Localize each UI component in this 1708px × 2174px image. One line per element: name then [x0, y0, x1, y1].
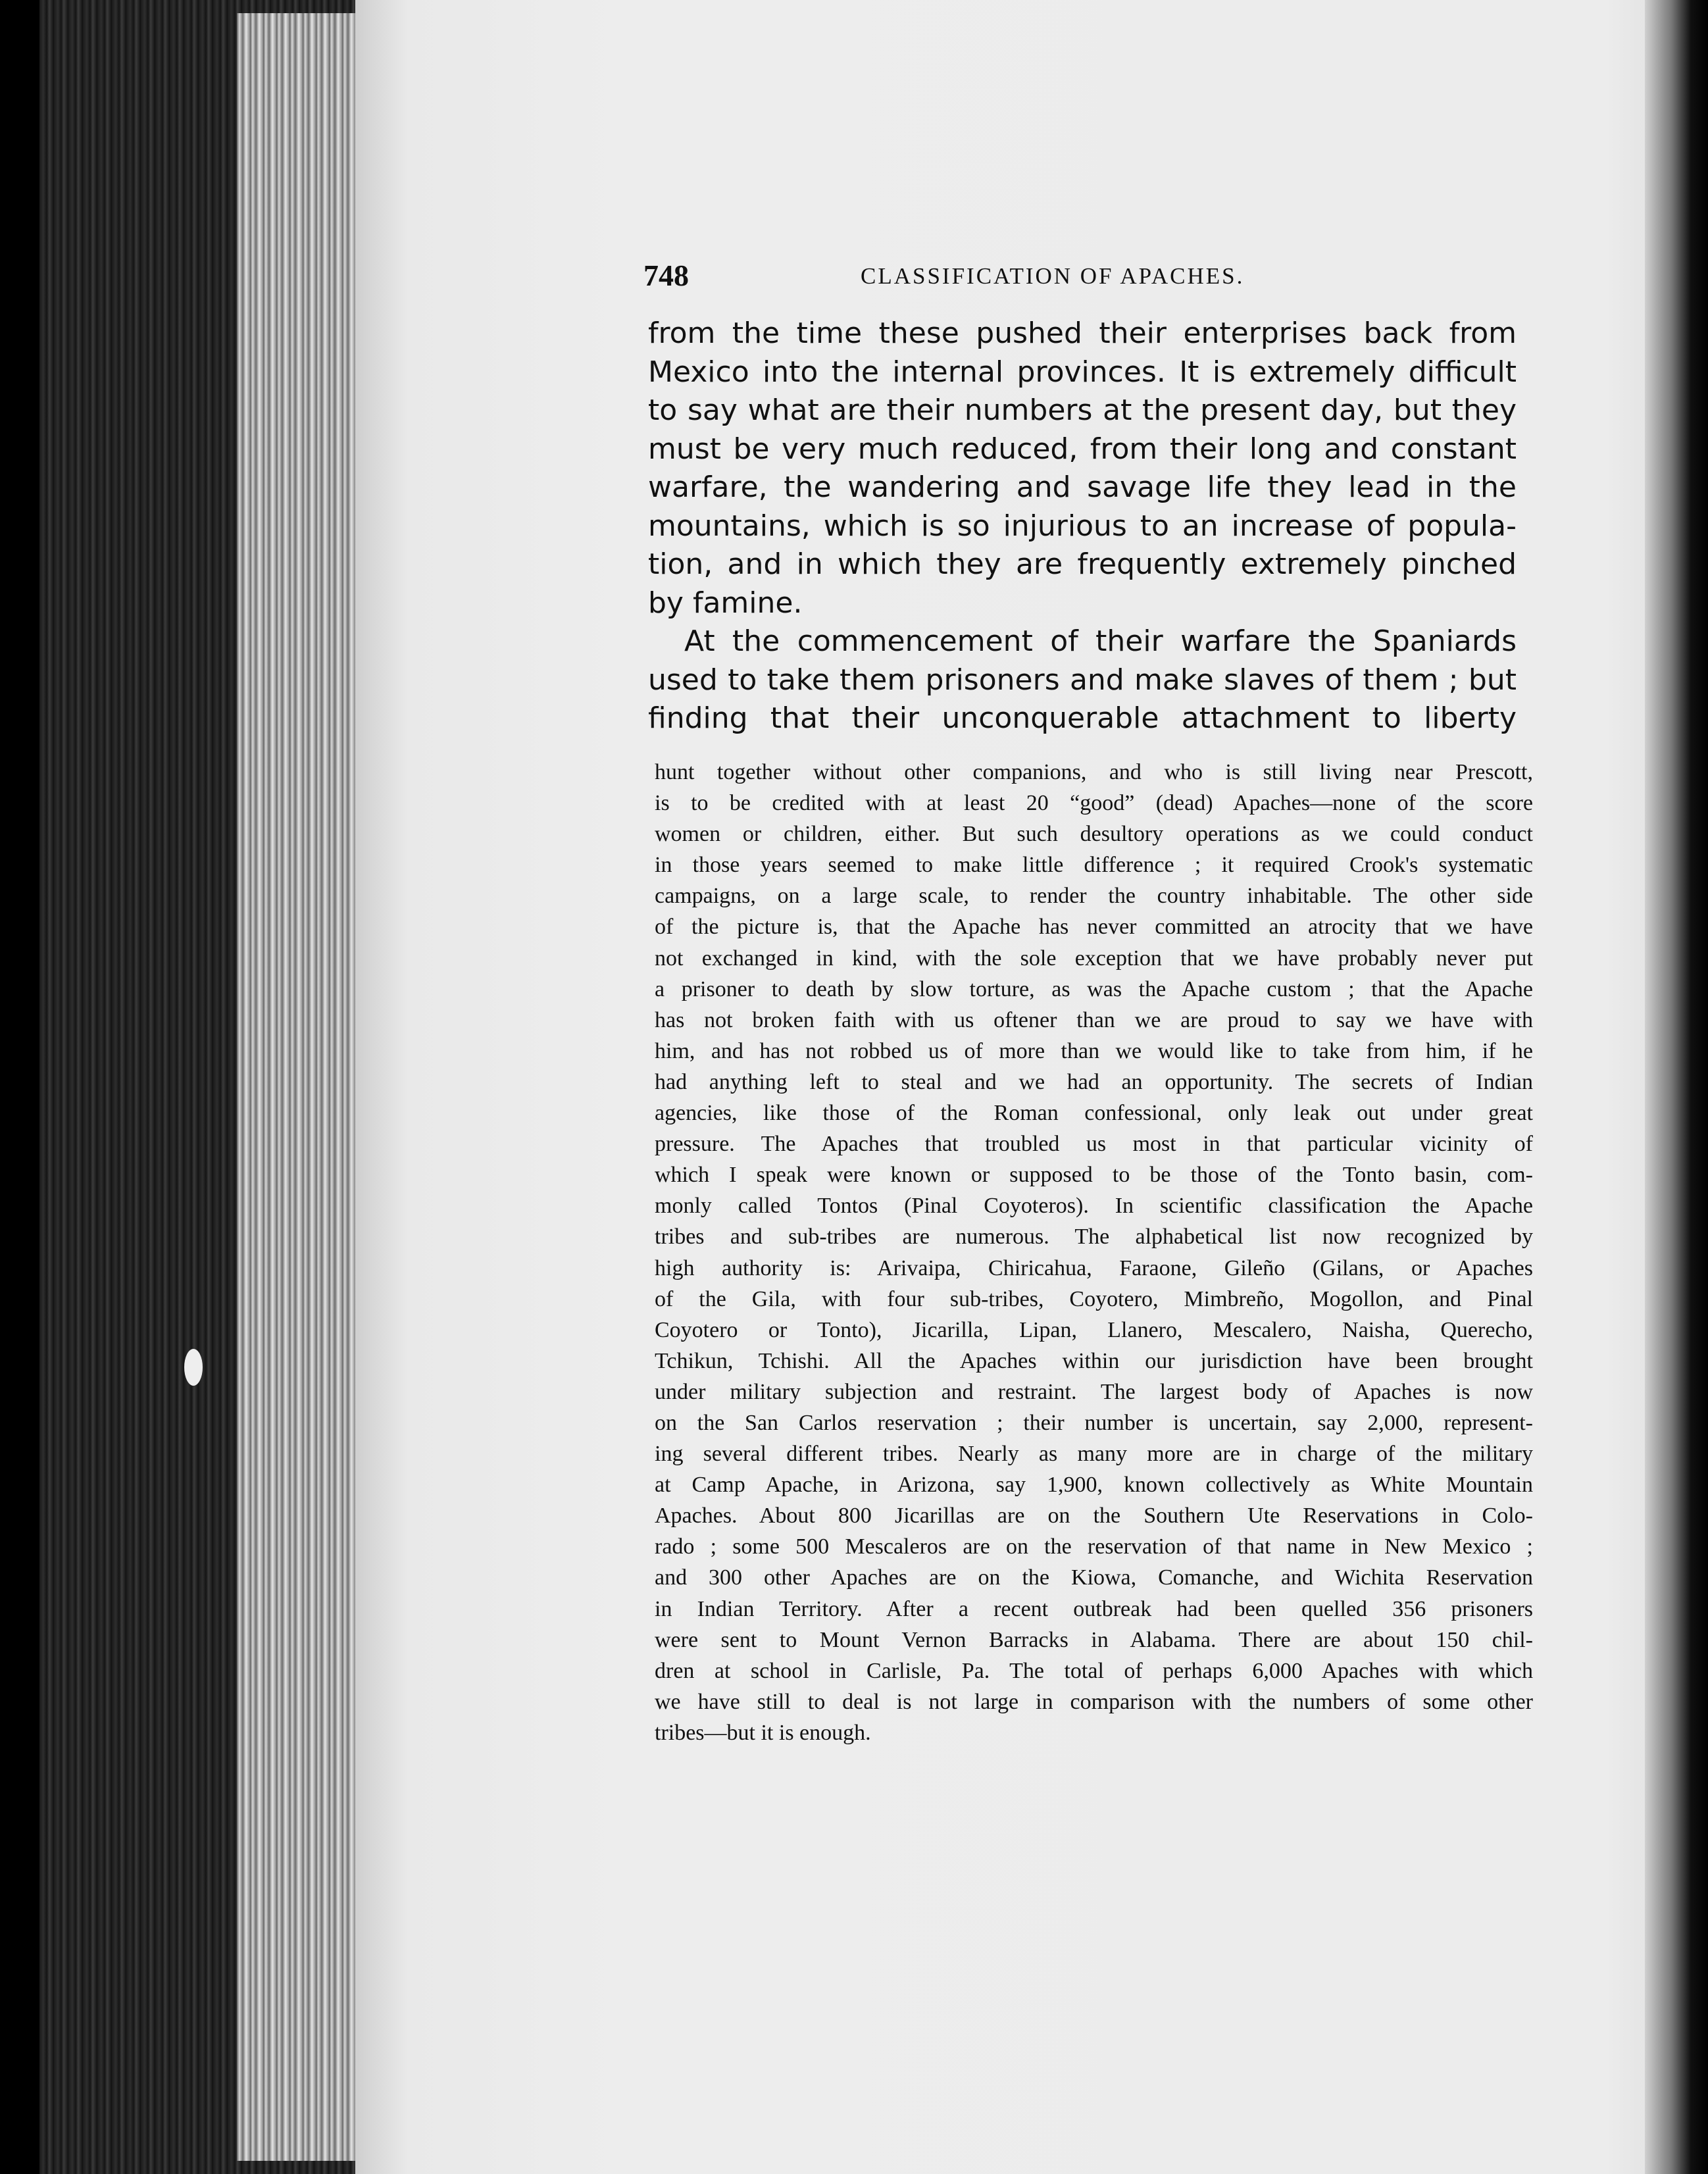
footnote-line: not exchanged in kind, with the sole exception that we have probably never put: [655, 946, 1533, 971]
body-text: [648, 315, 1517, 738]
footnote-line: at Camp Apache, in Arizona, say 1,900, known collectively as White Mountain: [655, 1473, 1533, 1498]
body-line: by famine.: [648, 586, 803, 620]
body-line: tion, and in which they are frequently extremely pinched: [648, 547, 1517, 581]
body-line: used to take them prisoners and make slaves of them ; but: [648, 663, 1517, 697]
footnote-line: of the picture is, that the Apache has never committed an atrocity that we have: [655, 915, 1533, 940]
footnote-line: and 300 other Apaches are on the Kiowa, Comanche, and Wichita Reservation: [655, 1565, 1533, 1590]
footnote-line: under military subjection and restraint. The largest body of Apaches is now: [655, 1379, 1533, 1404]
body-line: mountains, which is so injurious to an increase of popula-: [648, 509, 1517, 543]
page-number: 748: [643, 259, 689, 292]
scan-speck: [184, 1349, 203, 1386]
footnote-line: has not broken faith with us oftener than we are proud to say we have with: [655, 1007, 1533, 1032]
body-line: must be very much reduced, from their long and constant: [648, 432, 1517, 466]
body-line: warfare, the wandering and savage life they lead in the: [648, 470, 1517, 504]
footnote-line: monly called Tontos (Pinal Coyoteros). In scientific classification the Apache: [655, 1194, 1533, 1219]
footnote-line: hunt together without other companions, and who is still living near Prescott,: [655, 760, 1533, 784]
footnote-line: were sent to Mount Vernon Barracks in Alabama. There are about 150 chil-: [655, 1627, 1533, 1652]
body-line: At the commencement of their warfare the Spaniards: [684, 624, 1517, 658]
footnote-line: campaigns, on a large scale, to render the country inhabitable. The other side: [655, 884, 1533, 909]
body-line: finding that their unconquerable attachment to liberty: [648, 701, 1517, 735]
footnote-line: rado ; some 500 Mescaleros are on the reservation of that name in New Mexico ;: [655, 1534, 1533, 1559]
footnote-line: agencies, like those of the Roman confessional, only leak out under great: [655, 1101, 1533, 1126]
footnote-line: in those years seemed to make little difference ; it required Crook's systematic: [655, 853, 1533, 878]
body-line: Mexico into the internal provinces. It is extremely difficult: [648, 355, 1517, 389]
body-line: from the time these pushed their enterprises back from: [648, 316, 1517, 350]
footnote-line: Tchikun, Tchishi. All the Apaches within our jurisdiction have been brought: [655, 1348, 1533, 1373]
footnote-line: women or children, either. But such desultory operations as we could conduct: [655, 822, 1533, 847]
footnote-line: in Indian Territory. After a recent outbreak had been quelled 356 prisoners: [655, 1596, 1533, 1621]
stacked-page-edges: [237, 13, 368, 2161]
body-line: to say what are their numbers at the present day, but they: [648, 393, 1517, 427]
footnote-line: tribes and sub-tribes are numerous. The alphabetical list now recognized by: [655, 1225, 1533, 1250]
footnote-line: ing several different tribes. Nearly as many more are in charge of the military: [655, 1442, 1533, 1467]
footnote-line: dren at school in Carlisle, Pa. The total of perhaps 6,000 Apaches with which: [655, 1658, 1533, 1683]
footnote-line: had anything left to steal and we had an opportunity. The secrets of Indian: [655, 1069, 1533, 1094]
footnote-line: Coyotero or Tonto), Jicarilla, Lipan, Llanero, Mescalero, Naisha, Querecho,: [655, 1317, 1533, 1342]
footnote-line: high authority is: Arivaipa, Chiricahua, Faraone, Gileño (Gilans, or Apaches: [655, 1255, 1533, 1280]
footnote-line: is to be credited with at least 20 “good” (dead) Apaches—none of the score: [655, 791, 1533, 816]
page-gutter-shadow: [1645, 0, 1708, 2174]
footnote-line: on the San Carlos reservation ; their number is uncertain, say 2,000, represent-: [655, 1410, 1533, 1435]
footnote-line: we have still to deal is not large in comparison with the numbers of some other: [655, 1689, 1533, 1714]
footnote-text: [655, 757, 1533, 1748]
page-header: [643, 258, 1308, 297]
running-head: CLASSIFICATION OF APACHES.: [861, 263, 1245, 289]
footnote-line: Apaches. About 800 Jicarillas are on the Southern Ute Reservations in Colo-: [655, 1504, 1533, 1529]
footnote-line: him, and has not robbed us of more than we would like to take from him, if he: [655, 1038, 1533, 1063]
footnote-line: tribes—but it is enough.: [655, 1720, 871, 1745]
footnote-line: a prisoner to death by slow torture, as was the Apache custom ; that the Apache: [655, 976, 1533, 1001]
footnote-line: of the Gila, with four sub-tribes, Coyotero, Mimbreño, Mogollon, and Pinal: [655, 1286, 1533, 1311]
footnote-line: pressure. The Apaches that troubled us most in that particular vicinity of: [655, 1132, 1533, 1157]
footnote-line: which I speak were known or supposed to be those of the Tonto basin, com-: [655, 1163, 1533, 1188]
